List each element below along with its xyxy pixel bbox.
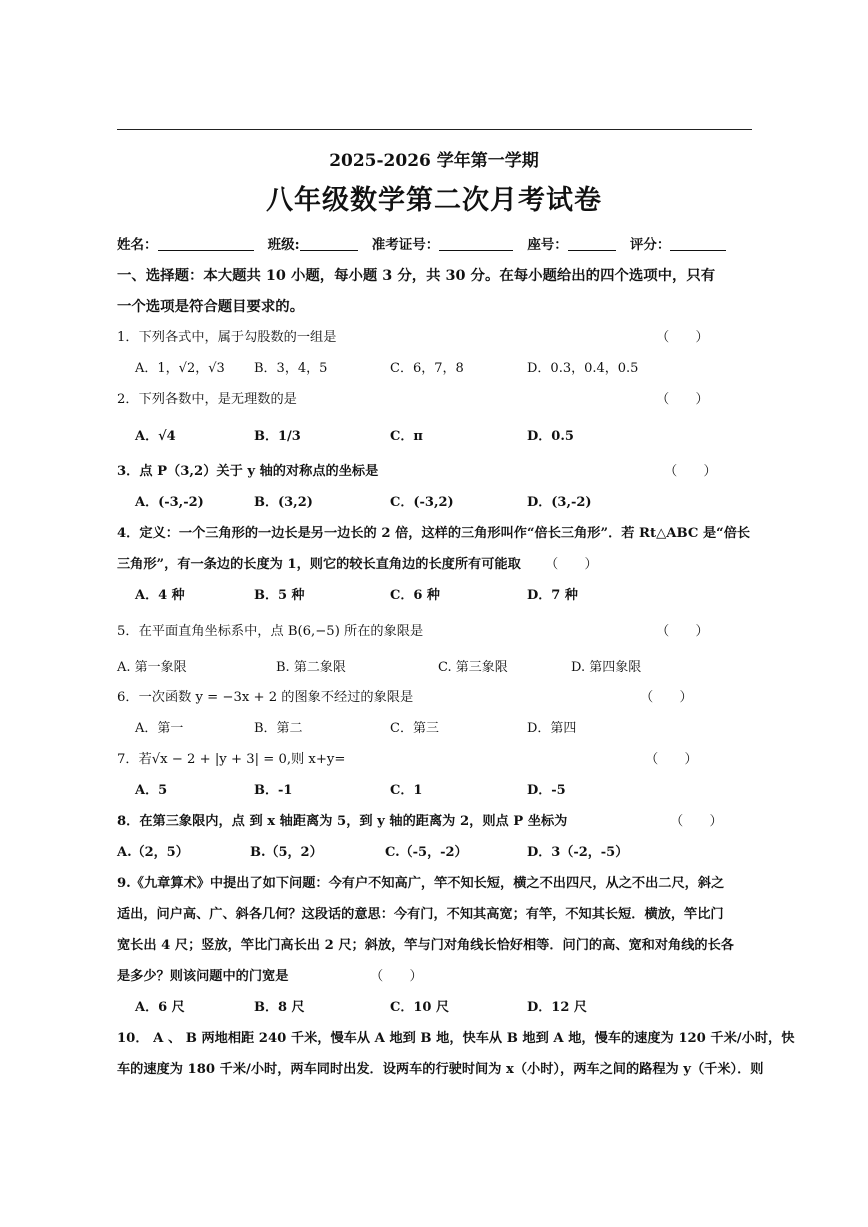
question-3-option-d: D．(3,-2) — [527, 495, 592, 510]
exam-number-blank[interactable] — [439, 237, 513, 251]
exam-number-label: 准考证号： — [371, 237, 440, 253]
question-6-stem: 6．一次函数 y = −3x + 2 的图象不经过的象限是 — [117, 690, 414, 705]
question-2-stem: 2．下列各数中，是无理数的是 — [117, 392, 297, 407]
class-label: 班级: — [267, 237, 300, 253]
question-3-stem: 3．点 P（3,2）关于 y 轴的对称点的坐标是 — [117, 464, 379, 479]
question-4-option-b: B．5 种 — [254, 588, 305, 603]
exam-title: 八年级数学第二次月考试卷 — [266, 185, 602, 216]
question-2-answer-paren[interactable]: （ ） — [656, 392, 709, 407]
question-3-answer-paren[interactable]: （ ） — [664, 464, 717, 479]
name-label: 姓名： — [117, 237, 158, 253]
question-5-stem: 5．在平面直角坐标系中，点 B(6,−5) 所在的象限是 — [117, 624, 424, 639]
question-1-answer-paren[interactable]: （ ） — [656, 330, 709, 345]
question-1-option-a: A．1，√2，√3 — [135, 361, 225, 376]
question-3-option-a: A．(-3,-2) — [135, 495, 204, 510]
question-9-option-d: D．12 尺 — [527, 1000, 587, 1015]
question-9-option-a: A．6 尺 — [135, 1000, 185, 1015]
class-blank[interactable] — [300, 237, 358, 251]
seat-blank[interactable] — [568, 237, 616, 251]
header-rule — [117, 129, 752, 130]
question-3-option-c: C．(-3,2) — [390, 495, 454, 510]
question-9-stem-line4: 是多少？则该问题中的门宽是 — [117, 969, 289, 984]
question-9-stem-line2: 适出，问户高、广、斜各几何？这段话的意思：今有门，不知其高宽；有竿，不知其长短．横放，竿比门 — [117, 907, 724, 922]
question-6-option-c: C．第三 — [390, 721, 439, 736]
question-8-option-b: B.（5，2） — [250, 845, 323, 860]
question-4-answer-paren[interactable]: （ ） — [545, 557, 598, 572]
question-8-option-c: C.（-5，-2） — [385, 845, 468, 860]
question-5-option-d: D. 第四象限 — [571, 660, 642, 675]
question-7-option-d: D．-5 — [527, 783, 566, 798]
section-heading-line2: 一个选项是符合题目要求的。 — [117, 298, 305, 315]
question-4-option-c: C．6 种 — [390, 588, 440, 603]
question-3-option-b: B．(3,2) — [254, 495, 313, 510]
question-5-answer-paren[interactable]: （ ） — [656, 624, 709, 639]
question-2-option-a: A．√4 — [135, 429, 176, 444]
question-1-option-b: B．3，4，5 — [254, 361, 328, 376]
score-label: 评分： — [629, 237, 671, 253]
question-7-stem: 7．若√x − 2 + |y + 3| = 0,则 x+y= — [117, 752, 346, 767]
question-7-answer-paren[interactable]: （ ） — [645, 752, 698, 767]
question-8-option-a: A.（2，5） — [117, 845, 189, 860]
question-4-option-d: D．7 种 — [527, 588, 578, 603]
question-6-answer-paren[interactable]: （ ） — [640, 690, 693, 705]
question-1-option-d: D．0.3，0.4，0.5 — [527, 361, 639, 376]
question-2-option-c: C．π — [390, 429, 423, 444]
question-6-option-b: B．第二 — [254, 721, 303, 736]
question-4-option-a: A．4 种 — [135, 588, 185, 603]
question-4-stem-line2: 三角形”，有一条边的长度为 1，则它的较长直角边的长度所有可能取 — [117, 557, 521, 572]
question-9-stem-line1: 9.《九章算术》中提出了如下问题：今有户不知高广，竿不知长短，横之不出四尺，从之不出二尺，斜之 — [117, 876, 725, 891]
section-heading-line1: 一、选择题：本大题共 10 小题，每小题 3 分，共 30 分。在每小题给出的四个选项中，只有 — [117, 267, 716, 284]
question-10-stem-line2: 车的速度为 180 千米/小时，两车同时出发．设两车的行驶时间为 x（小时），两车之间的路程为 y（千米）．则 — [117, 1062, 764, 1077]
question-5-option-c: C. 第三象限 — [438, 660, 508, 675]
question-8-stem: 8．在第三象限内，点 到 x 轴距离为 5，到 y 轴的距离为 2，则点 P 坐标为 — [117, 814, 568, 829]
question-9-option-c: C．10 尺 — [390, 1000, 449, 1015]
question-7-option-b: B．-1 — [254, 783, 293, 798]
exam-term: 2025-2026 学年第一学期 — [329, 151, 539, 171]
seat-label: 座号： — [527, 237, 568, 253]
question-2-option-d: D．0.5 — [527, 429, 574, 444]
name-blank[interactable] — [158, 237, 254, 251]
question-9-answer-paren[interactable]: （ ） — [370, 969, 423, 984]
question-4-stem-line1: 4．定义：一个三角形的一边长是另一边长的 2 倍，这样的三角形叫作“倍长三角形”．若 Rt△ABC 是“倍长 — [117, 526, 751, 541]
question-1-option-c: C．6，7，8 — [390, 361, 464, 376]
question-7-option-c: C．1 — [390, 783, 423, 798]
question-6-option-d: D．第四 — [527, 721, 577, 736]
question-6-option-a: A．第一 — [135, 721, 184, 736]
question-8-option-d: D．3（-2，-5） — [527, 845, 629, 860]
info-row — [117, 233, 757, 253]
question-9-stem-line3: 宽长出 4 尺；竖放，竿比门高长出 2 尺；斜放，竿与门对角线长恰好相等．问门的高、宽和对角线的长各 — [117, 938, 734, 953]
question-5-option-a: A. 第一象限 — [117, 660, 187, 675]
question-5-option-b: B. 第二象限 — [276, 660, 346, 675]
question-7-option-a: A．5 — [135, 783, 168, 798]
question-1-stem: 1．下列各式中，属于勾股数的一组是 — [117, 330, 337, 345]
score-blank[interactable] — [670, 237, 726, 251]
question-2-option-b: B．1/3 — [254, 429, 301, 444]
question-10-stem-line1: 10． A 、 B 两地相距 240 千米，慢车从 A 地到 B 地，快车从 B 地到 A 地，慢车的速度为 120 千米/小时，快 — [117, 1031, 795, 1046]
question-9-option-b: B．8 尺 — [254, 1000, 305, 1015]
question-8-answer-paren[interactable]: （ ） — [670, 814, 723, 829]
